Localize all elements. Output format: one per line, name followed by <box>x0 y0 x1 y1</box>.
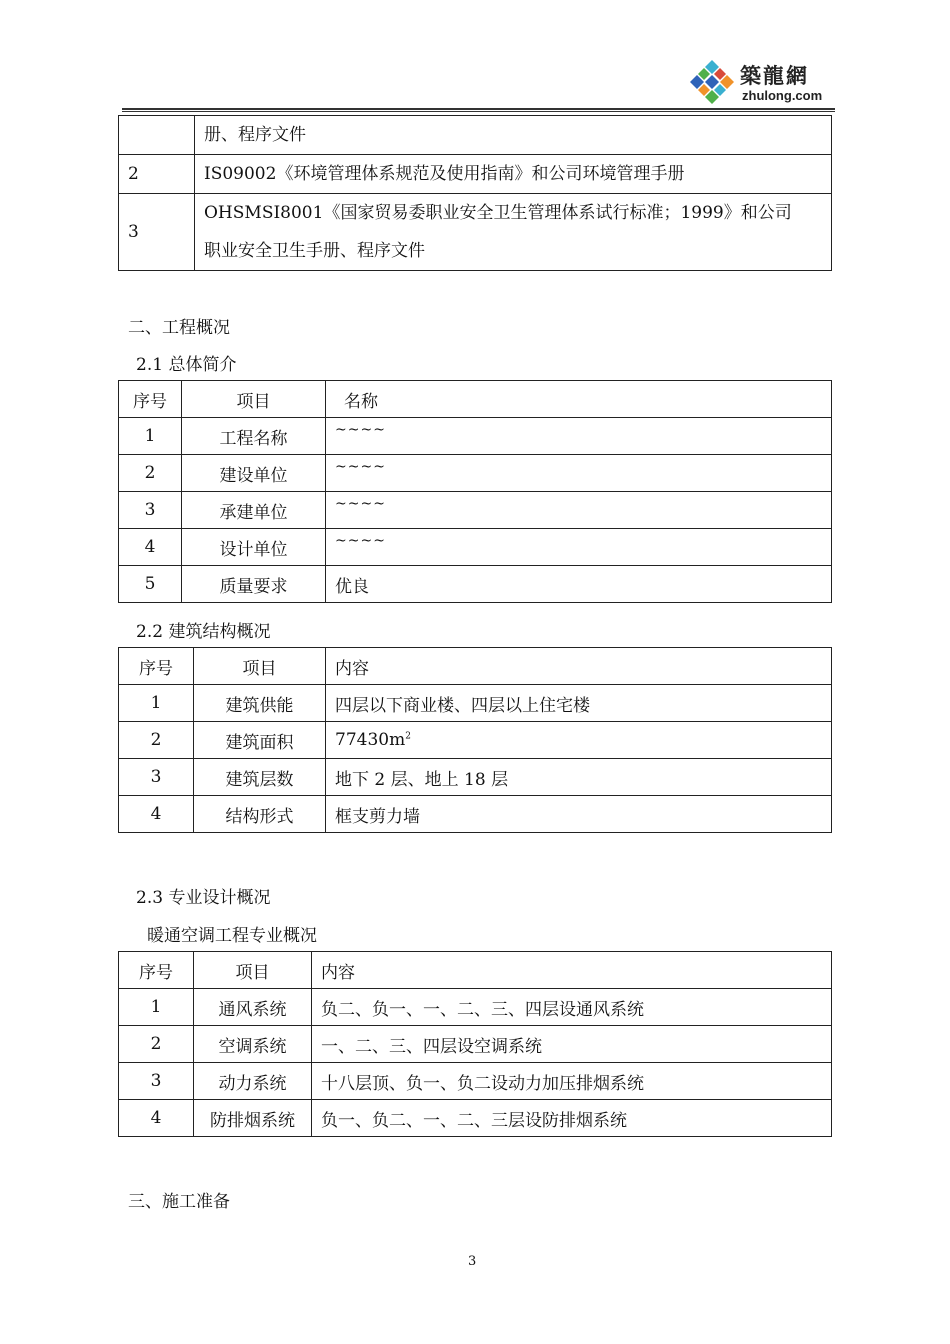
ref-num: 2 <box>119 155 195 194</box>
row-item: 承建单位 <box>182 492 326 529</box>
row-value: 优良 <box>326 566 832 603</box>
logo-tile-center <box>705 75 719 89</box>
zhulong-logo <box>688 56 838 108</box>
table-row <box>119 759 832 796</box>
row-num: 3 <box>119 1063 194 1100</box>
header-rule-thin <box>122 111 835 112</box>
table-row <box>119 492 832 529</box>
header-cell: 序号 <box>119 648 194 685</box>
header-rule <box>122 108 835 110</box>
subsection-heading: 2.2 建筑结构概况 <box>136 622 271 642</box>
table-row <box>119 722 832 759</box>
area-value: 77430m <box>335 730 406 750</box>
row-num: 1 <box>119 418 182 455</box>
ref-text-line1: OHSMSI8001《国家贸易委职业安全卫生管理体系试行标准；1999》和公司 <box>204 203 792 223</box>
row-item: 建设单位 <box>182 455 326 492</box>
row-value <box>326 529 832 566</box>
row-num: 2 <box>119 455 182 492</box>
header-cell: 项目 <box>194 648 326 685</box>
subsection-heading: 2.3 专业设计概况 <box>136 888 271 908</box>
table-row <box>119 1026 832 1063</box>
row-item: 质量要求 <box>182 566 326 603</box>
table-header-row <box>119 952 832 989</box>
ref-num: 3 <box>119 194 195 271</box>
table-header-row <box>119 381 832 418</box>
row-item: 工程名称 <box>182 418 326 455</box>
ref-text: 册、程序文件 <box>195 116 832 155</box>
header-cell: 内容 <box>326 648 832 685</box>
row-item: 防排烟系统 <box>194 1100 312 1137</box>
subsection-heading: 2.1 总体简介 <box>136 355 237 375</box>
area-superscript: 2 <box>405 731 411 742</box>
row-item: 建筑面积 <box>194 722 326 759</box>
row-value <box>326 455 832 492</box>
row-item: 空调系统 <box>194 1026 312 1063</box>
row-item: 设计单位 <box>182 529 326 566</box>
ref-text-multiline <box>195 194 832 271</box>
table-row <box>119 194 832 271</box>
table-row <box>119 685 832 722</box>
placeholder-value: ~~~~ <box>335 533 386 549</box>
placeholder-value: ~~~~ <box>335 422 386 438</box>
table-row <box>119 418 832 455</box>
table-caption: 暖通空调工程专业概况 <box>147 926 317 946</box>
table-row <box>119 796 832 833</box>
section-heading: 三、施工准备 <box>128 1192 230 1212</box>
row-num: 5 <box>119 566 182 603</box>
structure-table <box>118 647 832 833</box>
row-item: 动力系统 <box>194 1063 312 1100</box>
row-num: 4 <box>119 1100 194 1137</box>
placeholder-value: ~~~~ <box>335 459 386 475</box>
table-row <box>119 529 832 566</box>
header-cell: 序号 <box>119 952 194 989</box>
row-item: 建筑供能 <box>194 685 326 722</box>
page-number: 3 <box>468 1254 477 1269</box>
table-row <box>119 455 832 492</box>
ref-text: IS09002《环境管理体系规范及使用指南》和公司环境管理手册 <box>195 155 832 194</box>
table-row <box>119 566 832 603</box>
table-row <box>119 1100 832 1137</box>
ref-num <box>119 116 195 155</box>
row-value: 框支剪力墙 <box>326 796 832 833</box>
table-row <box>119 116 832 155</box>
row-num: 2 <box>119 1026 194 1063</box>
row-num: 1 <box>119 989 194 1026</box>
row-value: 四层以下商业楼、四层以上住宅楼 <box>326 685 832 722</box>
row-num: 3 <box>119 492 182 529</box>
row-num: 1 <box>119 685 194 722</box>
ref-text-line2: 职业安全卫生手册、程序文件 <box>204 241 425 261</box>
row-num: 4 <box>119 796 194 833</box>
header-cell: 内容 <box>312 952 832 989</box>
header-cell: 名称 <box>326 381 832 418</box>
row-value: 负二、负一、一、二、三、四层设通风系统 <box>312 989 832 1026</box>
placeholder-value: ~~~~ <box>335 496 386 512</box>
row-num: 3 <box>119 759 194 796</box>
row-value: 十八层顶、负一、负二设动力加压排烟系统 <box>312 1063 832 1100</box>
row-value: 地下 2 层、地上 18 层 <box>326 759 832 796</box>
hvac-table <box>118 951 832 1137</box>
row-item: 通风系统 <box>194 989 312 1026</box>
row-value <box>326 418 832 455</box>
reference-table <box>118 115 832 271</box>
zhulong-mosaic-icon <box>688 58 736 106</box>
header-cell: 序号 <box>119 381 182 418</box>
row-item: 建筑层数 <box>194 759 326 796</box>
logo-domain-text: zhulong.com <box>742 88 823 103</box>
table-row <box>119 155 832 194</box>
table-row <box>119 989 832 1026</box>
logo-chinese-text: 築龍網 <box>740 63 809 88</box>
row-item: 结构形式 <box>194 796 326 833</box>
table-header-row <box>119 648 832 685</box>
row-num: 2 <box>119 722 194 759</box>
row-value <box>326 492 832 529</box>
table-row <box>119 1063 832 1100</box>
row-value: 一、二、三、四层设空调系统 <box>312 1026 832 1063</box>
overview-table <box>118 380 832 603</box>
header-cell: 项目 <box>194 952 312 989</box>
section-heading: 二、工程概况 <box>128 318 230 338</box>
row-value <box>326 722 832 759</box>
row-num: 4 <box>119 529 182 566</box>
row-value: 负一、负二、一、二、三层设防排烟系统 <box>312 1100 832 1137</box>
header-cell: 项目 <box>182 381 326 418</box>
